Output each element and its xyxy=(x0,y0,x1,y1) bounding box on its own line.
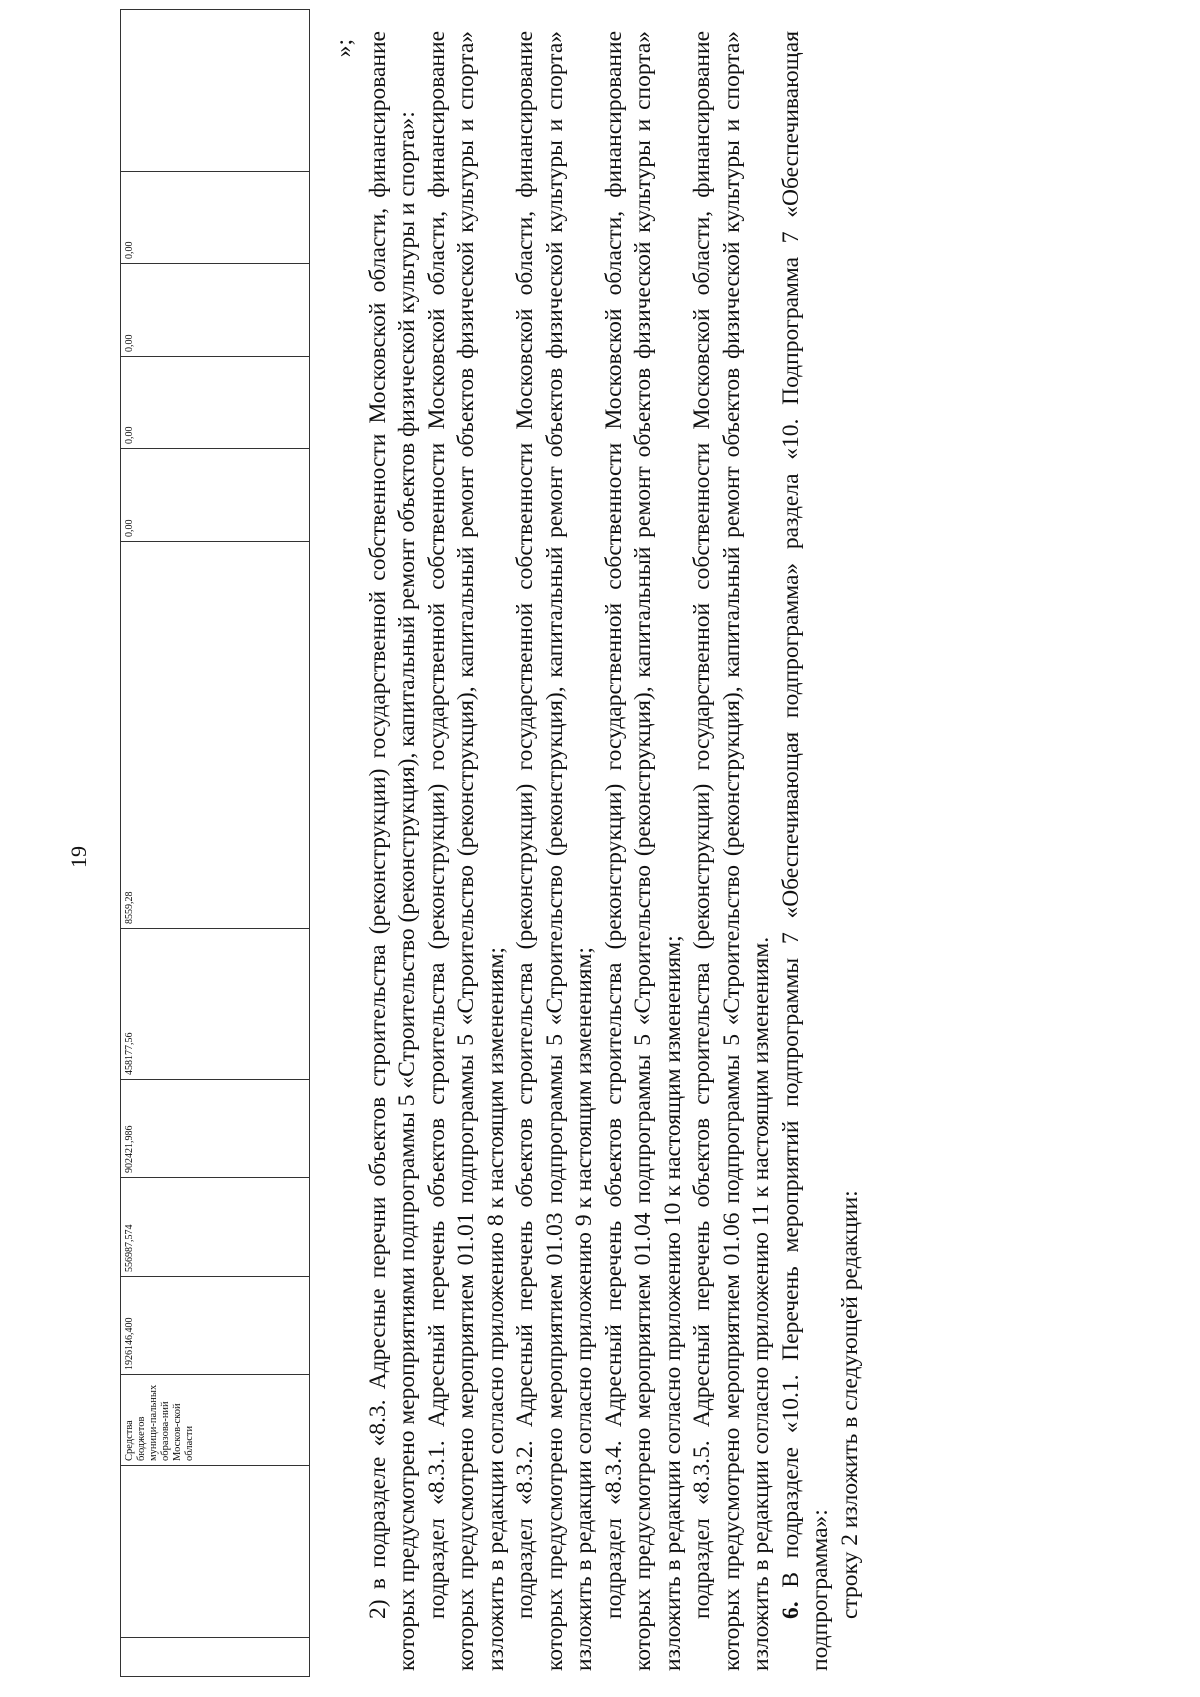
paragraph: подраздел «8.3.4. Адресный перечень объектов строительства (реконструкции) государственной собственности Московской области, финансирование которых предусмотрено мероприятием 01.04 подпрограммы 5 «Строительство (реконструкция), капитальный ремонт объектов физической культуры и спорта» изложить в редакции согласно приложению 10 к настоящим изменениям; xyxy=(600,31,686,1671)
body-text xyxy=(330,31,865,1671)
paragraph-item-6 xyxy=(777,31,836,1671)
table-cell-value: 458177,56 xyxy=(121,929,310,1080)
item-number: 6. xyxy=(777,1601,804,1619)
table-cell-empty xyxy=(121,1466,310,1638)
table-row xyxy=(121,10,310,1677)
table-cell-empty xyxy=(121,10,310,172)
page-number: 19 xyxy=(66,846,91,868)
paragraph: строку 2 изложить в следующей редакции: xyxy=(836,1190,863,1619)
table-cell-value: 902421,986 xyxy=(121,1080,310,1178)
table-cell-empty xyxy=(121,1638,310,1677)
table-cell-value: 556987,574 xyxy=(121,1178,310,1277)
table-cell-value: 0,00 xyxy=(121,449,310,542)
paragraph: подраздел «8.3.1. Адресный перечень объектов строительства (реконструкции) государственной собственности Московской области, финансирование которых предусмотрено мероприятием 01.01 подпрограммы 5 «Строительство (реконструкция), капитальный ремонт объектов физической культуры и спорта» изложить в редакции согласно приложению 8 к настоящим изменениям; xyxy=(423,31,509,1671)
paragraph: 2) в подразделе «8.3. Адресные перечни объектов строительства (реконструкции) государственной собственности Московской области, финансирование которых предусмотрено мероприятиями подпрограммы 5 «Строительство (реконструкция), капитальный ремонт объектов физической культуры и спорта»: xyxy=(364,31,420,1671)
funding-source-label: Средства бюджетов муници-пальных образова-ний Москов-ской области xyxy=(124,1384,195,1461)
budget-table xyxy=(120,9,310,1677)
paragraph: подраздел «8.3.5. Адресный перечень объектов строительства (реконструкции) государственной собственности Московской области, финансирование которых предусмотрено мероприятием 01.06 подпрограммы 5 «Строительство (реконструкция), капитальный ремонт объектов физической культуры и спорта» изложить в редакции согласно приложению 11 к настоящим изменениям. xyxy=(689,31,774,1671)
item-text: В подразделе «10.1. Перечень мероприятий подпрограммы 7 «Обеспечивающая подпрограмма» раздела «10. Подпрограмма 7 «Обеспечивающая подпрограмма»: xyxy=(777,31,833,1671)
table-cell-value: 1926146,400 xyxy=(121,1277,310,1375)
table-cell-value: 0,00 xyxy=(121,357,310,449)
closing-quote-mark: »; xyxy=(331,39,357,58)
paragraph: подраздел «8.3.2. Адресный перечень объектов строительства (реконструкции) государственной собственности Московской области, финансирование которых предусмотрено мероприятием 01.03 подпрограммы 5 «Строительство (реконструкция), капитальный ремонт объектов физической культуры и спорта» изложить в редакции согласно приложению 9 к настоящим изменениям; xyxy=(512,31,597,1671)
table-cell-value: 8559,28 xyxy=(121,542,310,929)
table-cell-source xyxy=(121,1375,310,1466)
table-cell-value: 0,00 xyxy=(121,264,310,357)
table-cell-value: 0,00 xyxy=(121,172,310,264)
